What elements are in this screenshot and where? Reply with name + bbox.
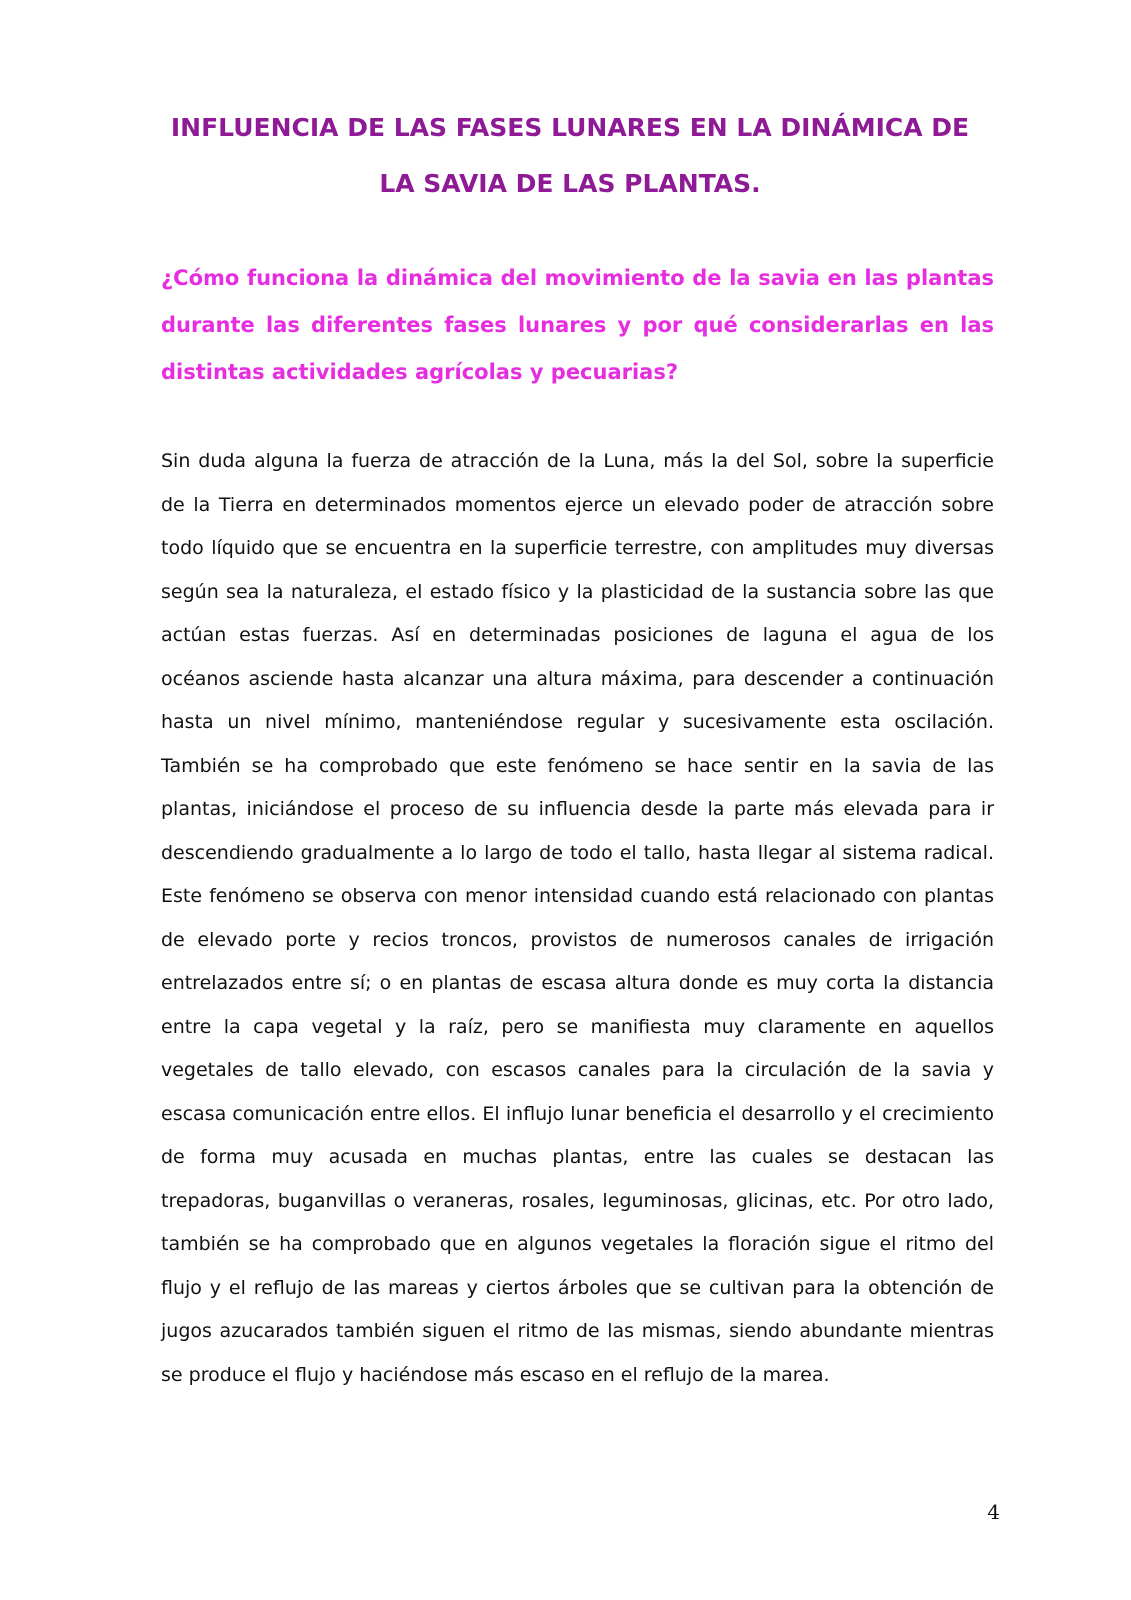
page-number: 4 bbox=[987, 1500, 1000, 1524]
body-paragraph: Sin duda alguna la fuerza de atracción de la Luna, más la del Sol, sobre la superficie de la Tierra en determinados momentos ejerce un elevado poder de atracción sobre todo líquido que se encuentra en la superficie terrestre, con amplitudes muy diversas según sea la naturaleza, el estado físico y la plasticidad de la sustancia sobre las que actúan estas fuerzas. Así en determinadas posiciones de laguna el agua de los océanos asciende hasta alcanzar una altura máxima, para descender a continuación hasta un nivel mínimo, manteniéndose regular y sucesivamente esta oscilación. También se ha comprobado que este fenómeno se hace sentir en la savia de las plantas, iniciándose el proceso de su influencia desde la parte más elevada para ir descendiendo gradualmente a lo largo de todo el tallo, hasta llegar al sistema radical. Este fenómeno se observa con menor intensidad cuando está relacionado con plantas de elevado porte y recios troncos, provistos de numerosos canales de irrigación entrelazados entre sí; o en plantas de escasa altura donde es muy corta la distancia entre la capa vegetal y la raíz, pero se manifiesta muy claramente en aquellos vegetales de tallo elevado, con escasos canales para la circulación de la savia y escasa comunicación entre ellos. El influjo lunar beneficia el desarrollo y el crecimiento de forma muy acusada en muchas plantas, entre las cuales se destacan las trepadoras, buganvillas o veraneras, rosales, leguminosas, glicinas, etc. Por otro lado, también se ha comprobado que en algunos vegetales la floración sigue el ritmo del flujo y el reflujo de las mareas y ciertos árboles que se cultivan para la obtención de jugos azucarados también siguen el ritmo de las mismas, siendo abundante mientras se produce el flujo y haciéndose más escaso en el reflujo de la marea. bbox=[161, 450, 994, 1386]
document-title: INFLUENCIA DE LAS FASES LUNARES EN LA DINÁMICA DE LA SAVIA DE LAS PLANTAS. bbox=[170, 113, 970, 198]
question-heading: ¿Cómo funciona la dinámica del movimiento de la savia en las plantas durante las diferentes fases lunares y por qué considerarlas en las distintas actividades agrícolas y pecuarias? bbox=[161, 266, 994, 384]
